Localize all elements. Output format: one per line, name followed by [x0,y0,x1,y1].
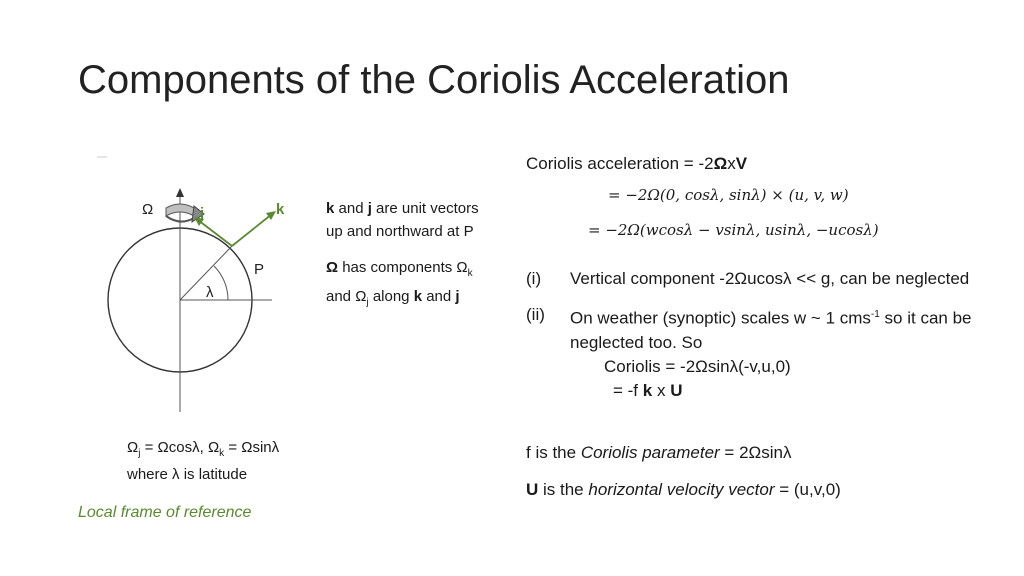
lambda-label: λ [206,284,214,301]
list-item-text: Vertical component -2Ωucosλ << g, can be neglected [570,269,970,288]
j-symbol: j [455,288,460,305]
omega-symbol: Ω [713,154,728,173]
latitude-arc [214,266,228,300]
heading-text: Coriolis acceleration = -2 [526,154,714,173]
subscript: k [467,268,473,279]
note-text: has components Ω [338,259,468,276]
omega-components [127,437,279,485]
item-text: On weather (synoptic) scales w ~ 1 cms [570,308,871,328]
list-item-text [570,303,996,355]
note-paragraph-1 [326,197,486,243]
u-symbol: U [526,480,539,499]
velocity-vector-line [526,480,841,500]
j-label: j [200,205,205,222]
item-text: = -f [613,380,643,400]
j-symbol: j [367,200,372,217]
equation-1: = −2Ω(0, cosλ, sinλ) × (u, v, w) [608,186,849,204]
components-line-2: where λ is latitude [127,466,248,483]
list-item-body [570,303,996,403]
heading-text: x [727,154,736,173]
note-text: and [422,288,456,305]
component-list [526,267,996,415]
formula-text: = Ωsinλ [224,439,280,456]
list-item [526,267,996,291]
note-text: and Ω [326,288,367,305]
subscript: k [219,448,225,459]
note-text: along [368,288,414,305]
u-symbol: U [670,380,683,400]
item-text: so it can be neglected too. So [570,308,972,352]
k-vector [232,214,272,246]
k-symbol: k [413,288,423,305]
components-line-1 [127,437,279,464]
note-text: and [334,200,368,217]
list-item-number: (i) [526,269,542,288]
p-label: P [254,261,265,278]
note-text: are unit vectors up and northward at P [326,200,479,240]
line-text: = (u,v,0) [774,480,841,499]
unit-vector-note [326,197,486,327]
local-frame-diagram [80,150,320,440]
subscript: j [138,448,141,459]
k-symbol: k [642,380,653,400]
superscript: -1 [870,309,880,320]
v-symbol: V [735,154,748,173]
j-vector [198,220,232,246]
list-item-number: (ii) [526,305,545,324]
line-italic: horizontal velocity vector [588,480,775,499]
list-item [526,303,996,403]
formula-text: Ω [127,439,139,456]
coriolis-formula-short [570,379,996,403]
page-title: Components of the Coriolis Acceleration [78,58,790,102]
line-italic: Coriolis parameter [580,443,720,462]
k-label: k [276,201,285,218]
note-paragraph-2 [326,256,486,314]
item-text: x [652,380,671,400]
equation-2: = −2Ω(wcosλ − vsinλ, usinλ, −ucosλ) [588,221,879,239]
line-text: = 2Ωsinλ [719,443,792,462]
line-text: f is the [526,443,581,462]
coriolis-heading [526,152,996,176]
axis-arrowhead [176,188,184,197]
diagram-caption: Local frame of reference [78,504,252,521]
formula-text: = Ωcosλ, Ω [140,439,220,456]
coriolis-parameter-line [526,443,791,463]
line-text: is the [538,480,589,499]
subscript: j [366,297,369,308]
coriolis-formula: Coriolis = -2Ωsinλ(-v,u,0) [604,356,791,376]
k-symbol: k [326,200,335,217]
omega-symbol: Ω [326,259,339,276]
omega-label: Ω [142,201,154,218]
